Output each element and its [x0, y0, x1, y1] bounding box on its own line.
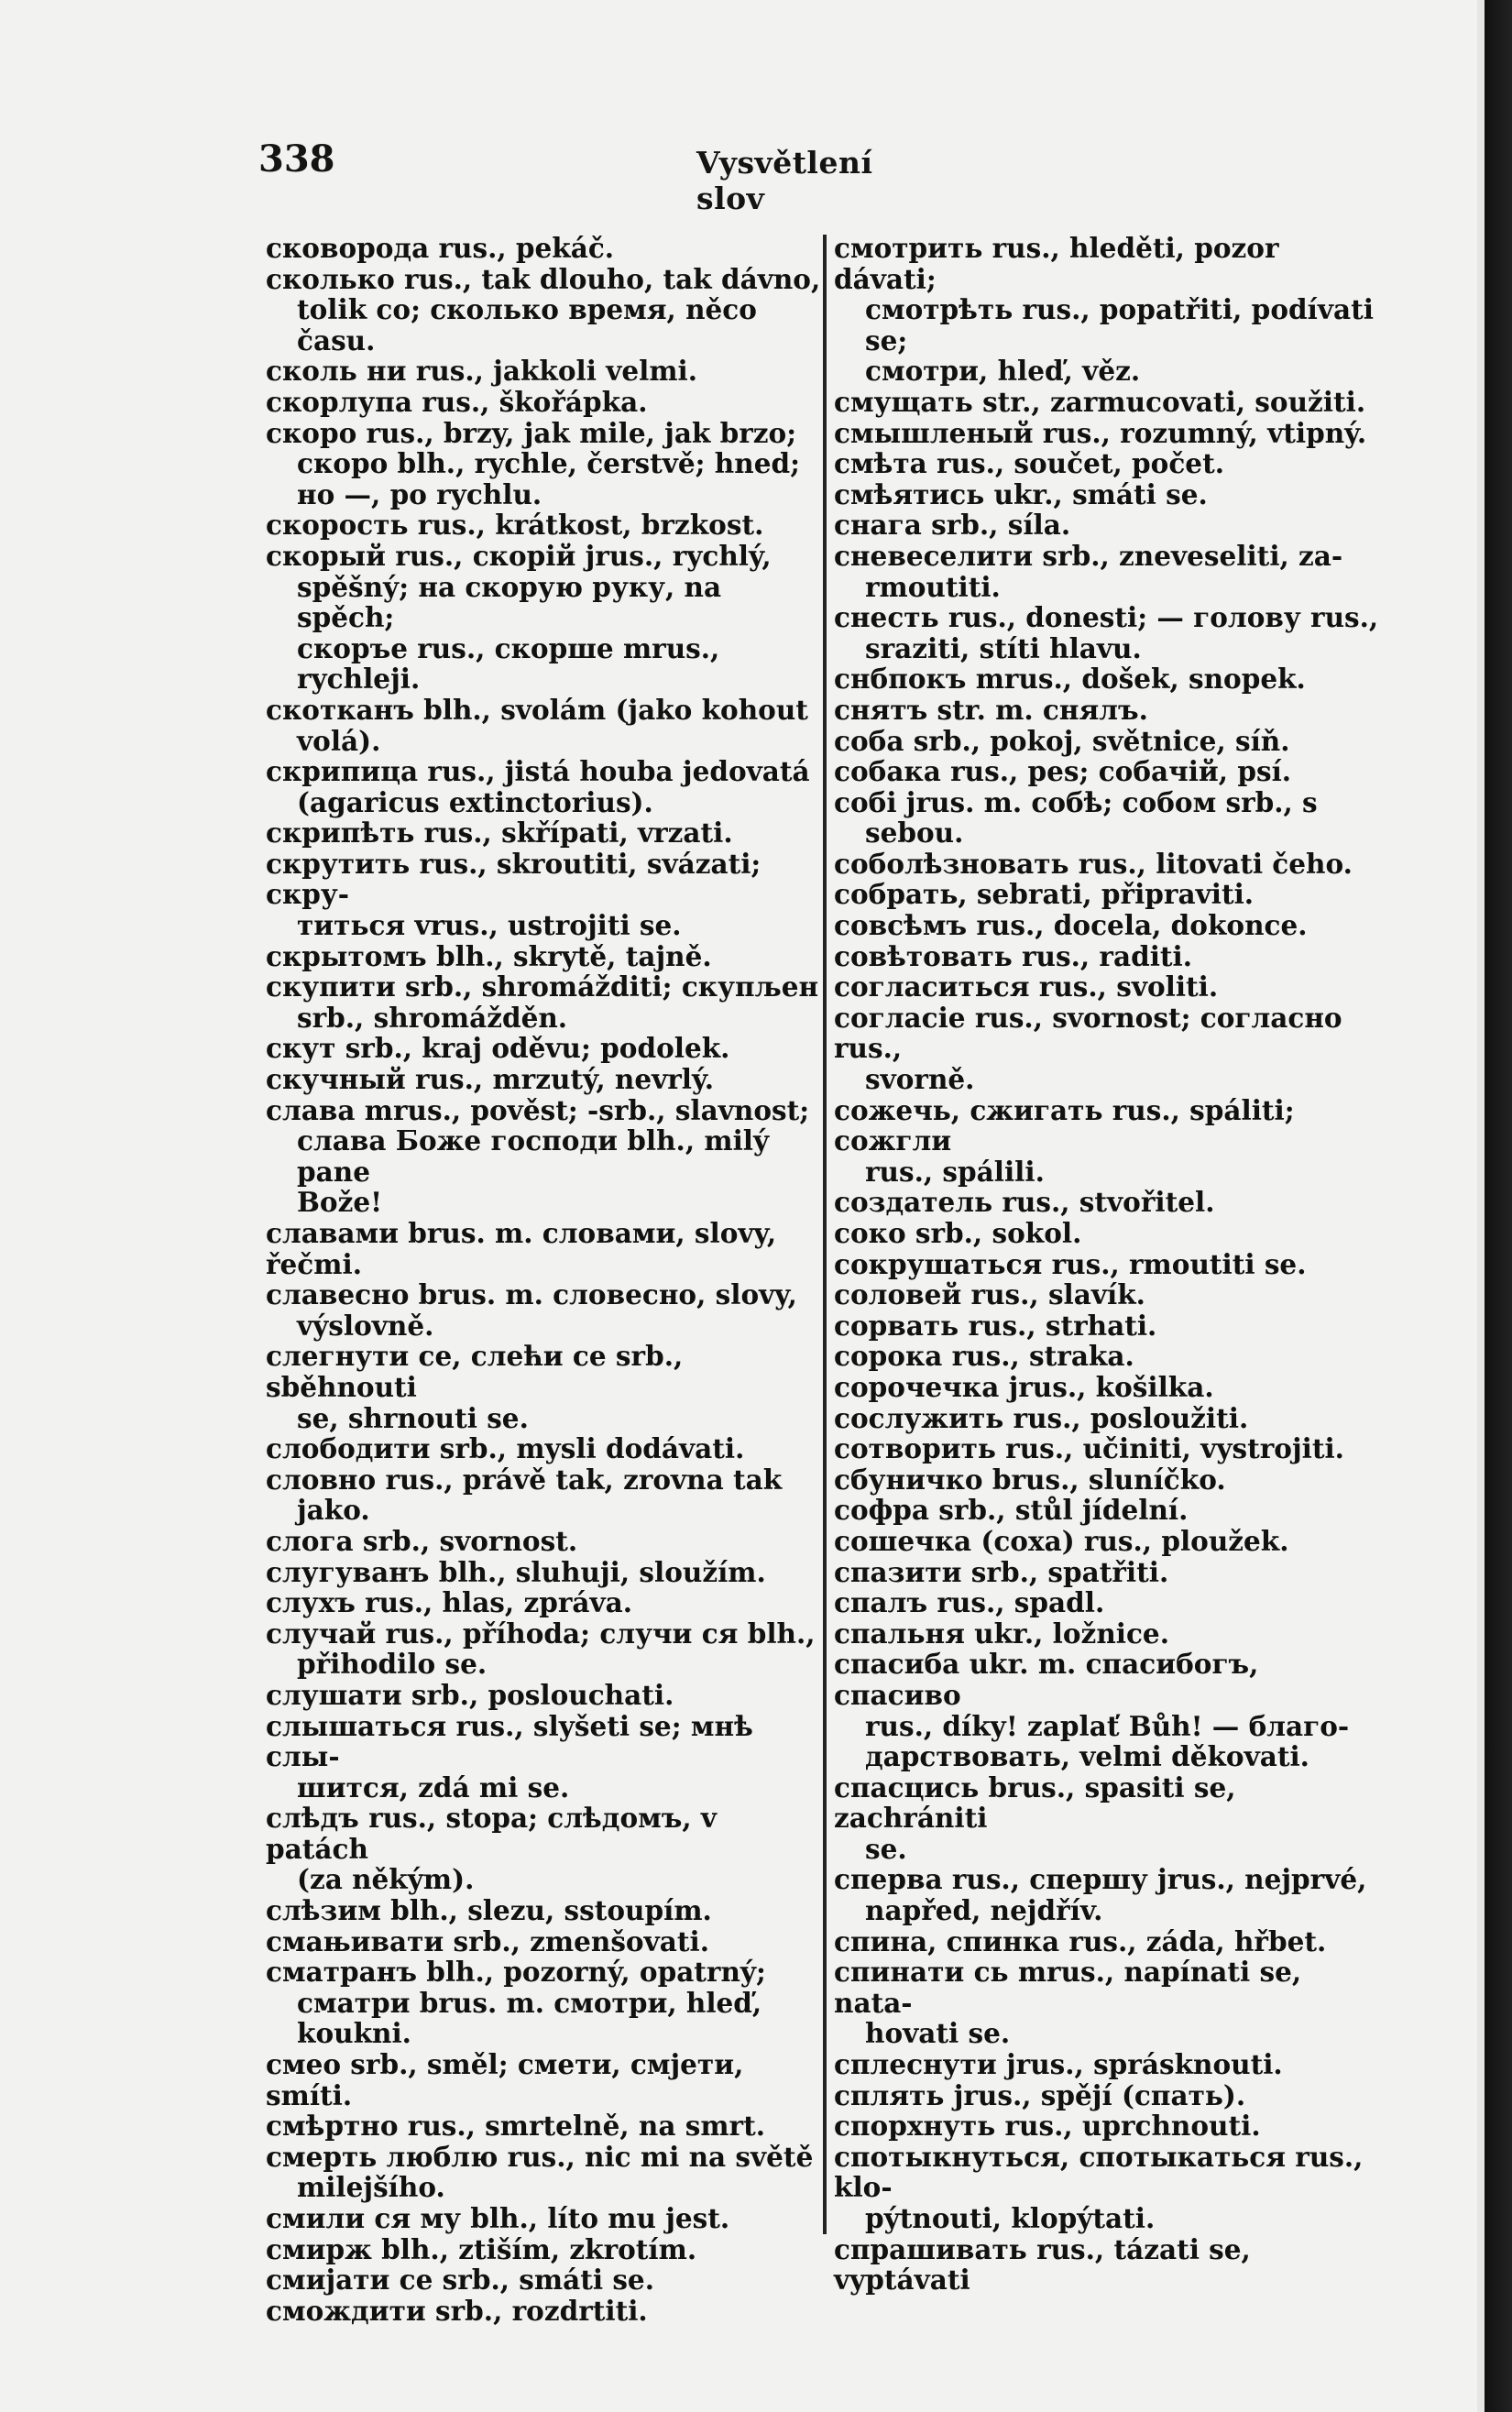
entry-line: скучный rus., mrzutý, nevrlý. — [266, 1063, 715, 1096]
page-header — [258, 137, 937, 216]
entry-continuation-line: se, shrnouti se. — [297, 1401, 529, 1434]
page-number: 338 — [258, 137, 335, 181]
left-column — [266, 233, 821, 2326]
dictionary-entry — [266, 1618, 821, 1680]
entry-line: скупити srb., shromážditi; скупљен — [266, 970, 819, 1003]
dictionary-entry — [266, 1464, 821, 1526]
dictionary-entry — [834, 1495, 1384, 1526]
entry-line: собрать, sebrati, připraviti. — [834, 878, 1255, 911]
dictionary-entry — [834, 879, 1384, 910]
entry-line: снятъ str. m. снялъ. — [834, 693, 1148, 726]
dictionary-entry — [834, 2142, 1384, 2234]
dictionary-entry — [834, 726, 1384, 757]
entry-line: слѣдъ rus., stopa; слѣдомъ, v patách — [266, 1802, 718, 1865]
running-title: Vysvětlení slov — [696, 145, 873, 216]
entry-line: слушати srb., poslouchati. — [266, 1678, 674, 1711]
dictionary-entry — [834, 510, 1384, 541]
dictionary-entry — [266, 971, 821, 1033]
entry-continuation-line: скоро blh., rychle, čerstvě; hned; — [297, 447, 800, 480]
entry-line: согласиться rus., svoliti. — [834, 970, 1219, 1003]
dictionary-entry — [266, 233, 821, 264]
dictionary-entry — [834, 1957, 1384, 2049]
dictionary-entry — [834, 233, 1384, 387]
entry-line: славами brus. m. словами, slovy, řečmi. — [266, 1217, 777, 1280]
entry-line: совѣтовать rus., raditi. — [834, 939, 1193, 972]
dictionary-entry — [834, 541, 1384, 602]
entry-line: смотрить rus., hleděti, pozor dávati; — [834, 232, 1279, 295]
entry-line: скут srb., kraj oděvu; podolek. — [266, 1032, 730, 1065]
entry-line: соболѣзновать rus., litovati čeho. — [834, 847, 1353, 880]
entry-line: сковорода rus., pekáč. — [266, 232, 615, 264]
dictionary-entry — [266, 1926, 821, 1957]
dictionary-entry — [834, 1526, 1384, 1557]
dictionary-entry — [834, 1341, 1384, 1372]
entry-line: скорлупа rus., škořápka. — [266, 385, 648, 418]
entry-line: совсѣмъ rus., docela, dokonce. — [834, 909, 1308, 942]
dictionary-entry — [266, 1711, 821, 1804]
dictionary-entry — [266, 2296, 821, 2327]
dictionary-entry — [834, 479, 1384, 510]
dictionary-entry — [266, 1095, 821, 1218]
dictionary-entry — [266, 510, 821, 541]
entry-line: слога srb., svornost. — [266, 1524, 578, 1557]
entry-line: собі jrus. m. собѣ; собом srb., s — [834, 785, 1318, 818]
dictionary-entry — [834, 910, 1384, 941]
entry-continuation-line: přihodilo se. — [297, 1648, 488, 1681]
dictionary-entry — [834, 2110, 1384, 2142]
entry-line: словно rus., právě tak, zrovna tak — [266, 1463, 783, 1496]
dictionary-entry — [834, 1464, 1384, 1496]
entry-line: скотканъ blh., svolám (jako kohout — [266, 693, 808, 726]
dictionary-entry — [266, 541, 821, 695]
entry-continuation-line: pýtnouti, klopýtati. — [865, 2202, 1156, 2234]
entry-line: смерть люблю rus., nic mi na světě — [266, 2140, 814, 2173]
entry-line: слышаться rus., slyšeti se; мнѣ слы- — [266, 1709, 753, 1773]
entry-continuation-line: шится, zdá mi se. — [297, 1771, 570, 1804]
entry-line: сорвать rus., strhati. — [834, 1309, 1157, 1342]
entry-continuation-line: tolik co; сколько время, něco času. — [297, 293, 757, 356]
entry-line: снага srb., síla. — [834, 509, 1071, 542]
entry-continuation-line: сматри brus. m. смотри, hleď, — [297, 1986, 762, 2019]
dictionary-entry — [834, 1618, 1384, 1650]
dictionary-entry — [834, 1557, 1384, 1588]
dictionary-entry — [834, 1926, 1384, 1957]
entry-line: спалъ rus., spadl. — [834, 1586, 1105, 1619]
entry-line: слава mrus., pověst; -srb., slavnost; — [266, 1093, 810, 1126]
dictionary-entry — [834, 1433, 1384, 1464]
dictionary-entry — [834, 849, 1384, 880]
column-divider — [823, 235, 827, 2234]
entry-line: смѣта rus., součet, počet. — [834, 447, 1224, 480]
entry-line: создатель rus., stvořitel. — [834, 1186, 1215, 1219]
entry-continuation-line: se. — [865, 1832, 907, 1865]
dictionary-entry — [266, 695, 821, 756]
dictionary-entry — [266, 1433, 821, 1464]
entry-line: спинати сь mrus., napínati se, nata- — [834, 1956, 1302, 2019]
entry-line: соко srb., sokol. — [834, 1217, 1082, 1249]
entry-line: сорока rus., straka. — [834, 1340, 1134, 1373]
entry-line: сослужить rus., posloužiti. — [834, 1401, 1249, 1434]
entry-continuation-line: výslovně. — [297, 1309, 434, 1342]
dictionary-entry — [834, 1372, 1384, 1403]
entry-line: смождити srb., rozdrtiti. — [266, 2294, 648, 2327]
entry-continuation-line: sraziti, stíti hlavu. — [865, 631, 1142, 664]
entry-continuation-line: koukni. — [297, 2017, 411, 2050]
dictionary-entry — [266, 849, 821, 941]
dictionary-entry — [266, 387, 821, 418]
entry-line: спрашивать rus., tázati se, vyptávati — [834, 2232, 1251, 2297]
entry-continuation-line: слава Боже господи blh., milý pane — [297, 1124, 770, 1188]
entry-line: смео srb., směl; смети, смјети, smíti. — [266, 2048, 744, 2111]
dictionary-entry — [834, 1864, 1384, 1925]
dictionary-entry — [834, 1249, 1384, 1280]
entry-line: слѣзим blh., slezu, sstoupím. — [266, 1894, 712, 1927]
dictionary-entry — [266, 2110, 821, 2142]
entry-line: сошечка (соха) rus., ploužek. — [834, 1524, 1289, 1557]
dictionary-entry — [834, 941, 1384, 972]
entry-continuation-line: milejšího. — [297, 2171, 445, 2204]
entry-line: скрипица rus., jistá houba jedovatá — [266, 755, 810, 788]
dictionary-entry — [834, 1003, 1384, 1095]
entry-line: снбпокъ mrus., došek, snopek. — [834, 663, 1306, 696]
dictionary-entry — [266, 1064, 821, 1095]
entry-continuation-line: svorně. — [865, 1063, 975, 1096]
entry-line: скорость rus., krátkost, brzkost. — [266, 509, 764, 542]
entry-continuation-line: титься vrus., ustrojiti se. — [297, 909, 682, 942]
entry-line: скрытомъ blh., skrytě, tajně. — [266, 939, 712, 972]
entry-continuation-line: volá). — [297, 724, 381, 757]
dictionary-entry — [834, 695, 1384, 726]
entry-continuation-line: rus., díky! zaplať Bůh! — благо- — [865, 1709, 1350, 1742]
entry-line: слухъ rus., hlas, zpráva. — [266, 1586, 633, 1619]
dictionary-entry — [266, 1680, 821, 1711]
entry-line: славесно brus. m. словесно, slovy, — [266, 1278, 797, 1311]
entry-continuation-line: но —, po rychlu. — [297, 477, 542, 510]
dictionary-entry — [834, 2234, 1384, 2296]
entry-line: сматранъ blh., pozorný, opatrný; — [266, 1956, 766, 1989]
entry-line: сокрушаться rus., rmoutiti se. — [834, 1247, 1307, 1280]
entry-line: сколь ни rus., jakkoli velmi. — [266, 355, 698, 388]
dictionary-entry — [266, 1803, 821, 1895]
entry-continuation-line: rmoutiti. — [865, 570, 1001, 603]
scan-edge — [1477, 0, 1512, 2412]
dictionary-entry — [834, 1587, 1384, 1618]
dictionary-entry — [834, 663, 1384, 695]
entry-line: спорхнуть rus., uprchnouti. — [834, 2110, 1261, 2143]
dictionary-entry — [266, 2142, 821, 2203]
entry-line: сплять jrus., spějí (спать). — [834, 2078, 1246, 2111]
dictionary-entry — [834, 971, 1384, 1003]
entry-continuation-line: jako. — [297, 1494, 370, 1527]
dictionary-entry — [266, 817, 821, 849]
dictionary-entry — [834, 756, 1384, 787]
entry-line: скоро rus., brzy, jak mile, jak brzo; — [266, 416, 797, 449]
entry-line: спотыкнуться, спотыкаться rus., klo- — [834, 2140, 1364, 2204]
dictionary-entry — [266, 2049, 821, 2110]
entry-line: слугуванъ blh., sluhuji, sloužím. — [266, 1555, 766, 1588]
dictionary-entry — [266, 756, 821, 817]
dictionary-entry — [266, 1957, 821, 2049]
dictionary-entry — [834, 2049, 1384, 2080]
dictionary-entry — [266, 1587, 821, 1618]
entry-line: смирж blh., ztiším, zkrotím. — [266, 2232, 697, 2265]
dictionary-entry — [266, 1341, 821, 1433]
dictionary-entry — [834, 1310, 1384, 1342]
dictionary-entry — [266, 1526, 821, 1557]
entry-line: сожечь, сжигать rus., spáliti; сожгли — [834, 1093, 1295, 1157]
entry-line: сневеселити srb., zneveseliti, za- — [834, 539, 1343, 572]
dictionary-entry — [834, 1187, 1384, 1218]
entry-line: смѣртно rus., smrtelně, na smrt. — [266, 2110, 766, 2143]
entry-line: сотворить rus., učiniti, vystrojiti. — [834, 1432, 1344, 1465]
dictionary-entry — [834, 1279, 1384, 1310]
entry-line: спасцись brus., spasiti se, zachrániti — [834, 1771, 1236, 1835]
entry-line: собака rus., pes; собачій, psí. — [834, 755, 1292, 788]
dictionary-entry — [266, 1033, 821, 1064]
entry-line: смущать str., zarmucovati, soužiti. — [834, 385, 1366, 418]
entry-continuation-line: смотрѣть rus., popatřiti, podívati se; — [865, 293, 1374, 356]
entry-continuation-line: Bože! — [297, 1186, 383, 1219]
entry-line: софра srb., stůl jídelní. — [834, 1494, 1189, 1527]
dictionary-entry — [834, 787, 1384, 849]
dictionary-entry — [266, 264, 821, 356]
entry-continuation-line: скоръе rus., скорше mrus., rychleji. — [297, 631, 720, 696]
dictionary-entry — [266, 2234, 821, 2265]
dictionary-entry — [834, 1649, 1384, 1771]
entry-line: скрутить rus., skroutiti, svázati; скру- — [266, 847, 761, 911]
entry-line: спасиба ukr. m. спасибогъ, спасиво — [834, 1648, 1259, 1711]
entry-line: скрипѣть rus., skřípati, vrzati. — [266, 817, 733, 850]
entry-line: смили ся му blh., líto mu jest. — [266, 2202, 730, 2234]
dictionary-entry — [834, 2080, 1384, 2111]
entry-line: сколько rus., tak dlouho, tak dávno, — [266, 262, 821, 295]
entry-continuation-line: napřed, nejdřív. — [865, 1894, 1103, 1927]
entry-line: сорочечка jrus., košilka. — [834, 1370, 1214, 1403]
entry-line: спальня ukr., ložnice. — [834, 1617, 1169, 1650]
entry-line: согласіе rus., svornost; согласно rus., — [834, 1001, 1342, 1065]
entry-line: слободити srb., mysli dodávati. — [266, 1432, 745, 1465]
dictionary-entry — [834, 448, 1384, 479]
entry-line: соба srb., pokoj, světnice, síň. — [834, 724, 1290, 757]
entry-line: смијати се srb., smáti se. — [266, 2264, 654, 2297]
entry-line: слегнути се, слећи се srb., sběhnouti — [266, 1340, 684, 1403]
entry-line: снесть rus., donesti; — голову rus., — [834, 601, 1379, 634]
entry-line: смѣятись ukr., smáti se. — [834, 477, 1208, 510]
dictionary-entry — [266, 941, 821, 972]
dictionary-entry — [834, 387, 1384, 418]
entry-continuation-line: rus., spálili. — [865, 1155, 1045, 1188]
right-column — [834, 233, 1384, 2296]
dictionary-entry — [834, 1772, 1384, 1865]
dictionary-entry — [834, 1403, 1384, 1434]
entry-continuation-line: spěšný; на скорую руку, na spěch; — [297, 570, 722, 634]
entry-line: смышленый rus., rozumný, vtipný. — [834, 416, 1367, 449]
dictionary-entry — [266, 1557, 821, 1588]
dictionary-entry — [266, 418, 821, 510]
entry-line: спазити srb., spatřiti. — [834, 1555, 1169, 1588]
entry-line: сбуничко brus., sluníčko. — [834, 1463, 1226, 1496]
entry-continuation-line: srb., shromážděn. — [297, 1001, 568, 1034]
dictionary-entry — [834, 1218, 1384, 1249]
entry-line: соловей rus., slavík. — [834, 1278, 1145, 1311]
dictionary-entry — [266, 2264, 821, 2296]
entry-continuation-line: hovati se. — [865, 2017, 1011, 2050]
dictionary-entry — [266, 356, 821, 387]
entry-line: спина, спинка rus., záda, hřbet. — [834, 1924, 1327, 1957]
entry-line: скорый rus., скорій jrus., rychlý, — [266, 539, 772, 572]
dictionary-entry — [834, 418, 1384, 449]
entry-line: сплеснути jrus., sprásknouti. — [834, 2048, 1283, 2081]
entry-line: сперва rus., спершу jrus., nejprvé, — [834, 1863, 1367, 1896]
dictionary-entry — [266, 1218, 821, 1279]
dictionary-entry — [266, 1279, 821, 1341]
entry-continuation-line: дарствовать, velmi děkovati. — [865, 1740, 1309, 1773]
dictionary-entry — [834, 1095, 1384, 1188]
entry-continuation-line: sebou. — [865, 817, 964, 850]
entry-continuation-line: смотри, hleď, věz. — [865, 355, 1141, 388]
dictionary-entry — [266, 1895, 821, 1926]
entry-continuation-line: (za někým). — [297, 1863, 475, 1896]
dictionary-entry — [834, 602, 1384, 663]
entry-line: случай rus., příhoda; случи ся blh., — [266, 1617, 816, 1650]
entry-continuation-line: (agaricus extinctorius). — [297, 785, 653, 818]
entry-line: смањивати srb., zmenšovati. — [266, 1924, 709, 1957]
dictionary-entry — [266, 2203, 821, 2234]
